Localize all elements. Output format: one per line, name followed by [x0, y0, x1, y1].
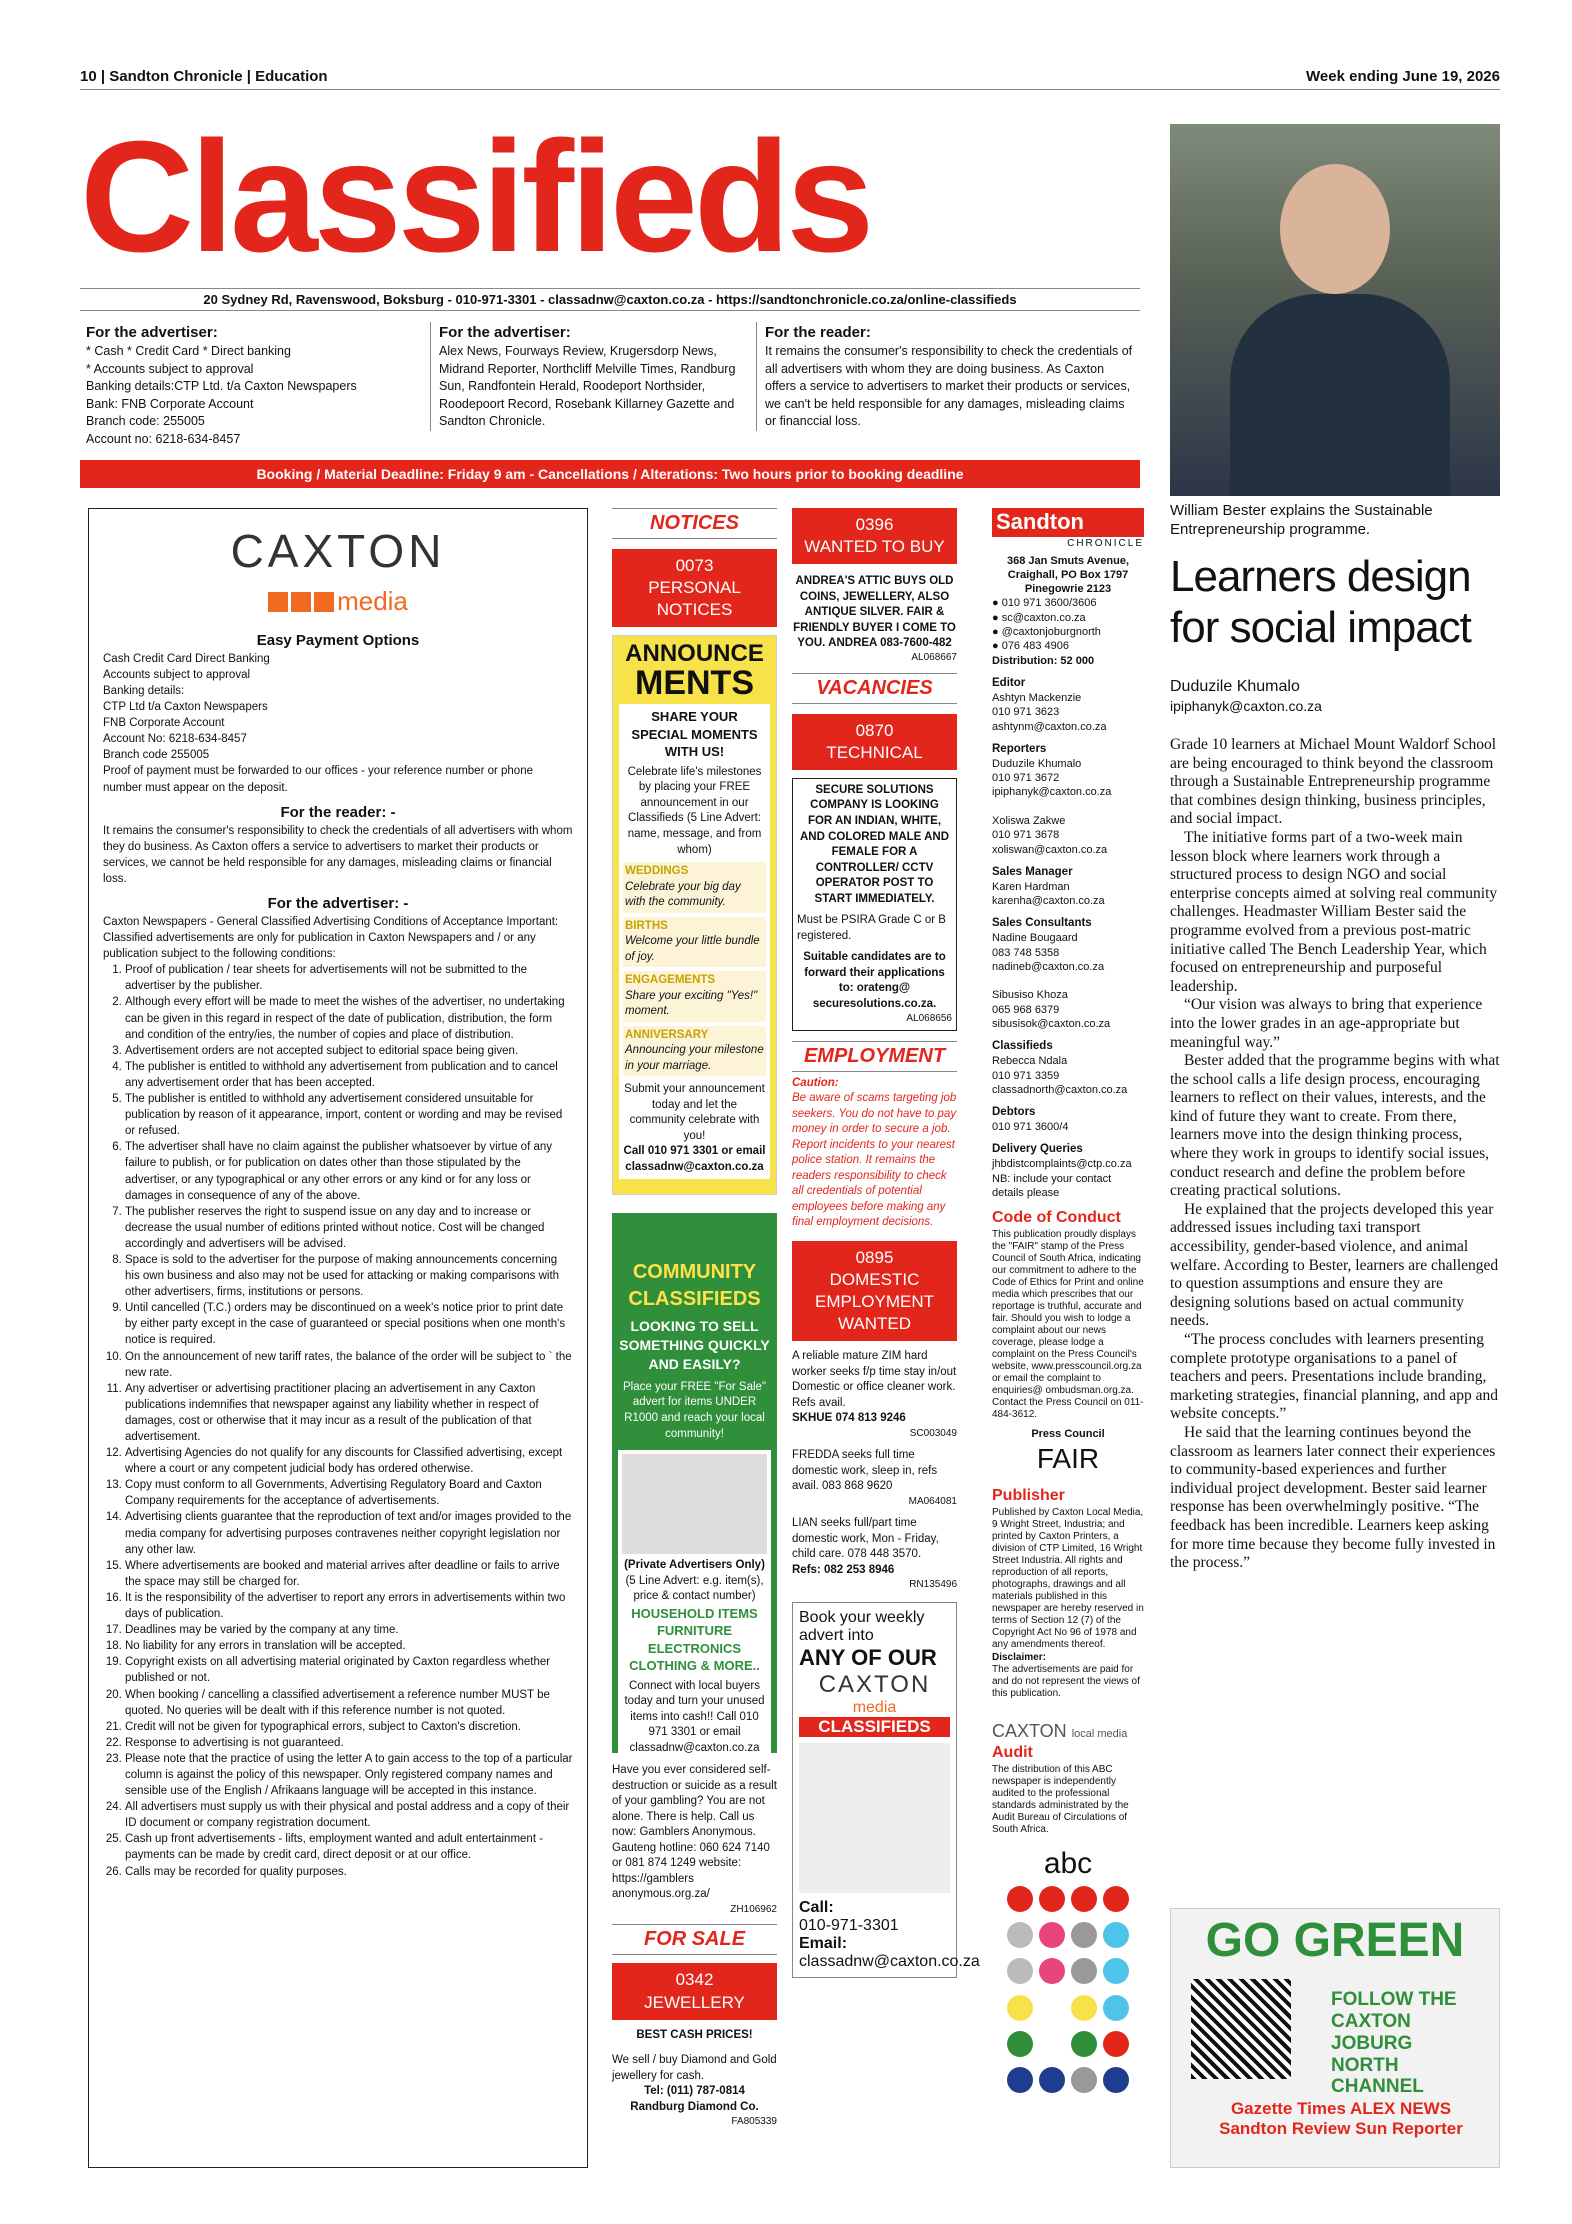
terms-rule: 7. The publisher reserves the right to suspend issue on any day and to increase or decrease the usual number of editions printed without notice. Cost will be changed accordingly and advertisers will be advised.	[125, 1204, 573, 1252]
terms-rule: 23. Please note that the practice of using the letter A to gain access to the top of a particular column is against the policy of this newspaper. Only registered company names and sensible use of the English / Afrikaans language will be accepted in this instance.	[125, 1751, 573, 1799]
staff-line: Nadine Bougaard	[992, 932, 1078, 945]
column-vacancies	[792, 508, 980, 1978]
article-paragraph: The initiative forms part of a two-week main lesson block where learners work through a structured process to design NGO and social enterprise concepts aimed at solving real community challenges. Headmaster William Bester said the programme evolved from a previous post-matric initiative called The Bench Leadership Year, which focused on entrepreneurship and purposeful leadership.	[1170, 828, 1498, 995]
caxton-logo: CAXTON	[230, 525, 446, 577]
gamblers-notice	[612, 1763, 777, 1916]
domestic-ad	[792, 1349, 957, 1440]
publisher-text: Published by Caxton Local Media, 9 Wright Street, Industria; and printed by Caxton Printers, a division of CTP Limited, 16 Wright Street Industria. All rights and reproduction of all reports, photographs, drawings and all materials published in this newspaper are hereby reserved in terms of Section 12 (7) of the Copyright Act No 96 of 1978 and any amendments thereof.	[992, 1506, 1144, 1650]
payment-line: Cash Credit Card Direct Banking	[103, 652, 270, 665]
payment-line: Branch code 255005	[103, 749, 210, 762]
terms-rule: 13. Copy must conform to all Governments, Advertising Regulatory Board and Caxton Company requirements for the acceptance of advertisements.	[125, 1477, 573, 1509]
terms-rules	[103, 962, 573, 1879]
article-author: Duduzile Khumalo	[1170, 678, 1300, 695]
staff-line: NB: include your contact details please	[992, 1172, 1112, 1199]
staff-line: xoliswan@caxton.co.za	[992, 843, 1108, 856]
staff-line: 065 968 6379	[992, 1003, 1060, 1016]
mast-distribution: Distribution: 52 000	[992, 654, 1095, 667]
article-paragraph: Bester added that the programme begins with what the school calls a life design process, encouraging learners to reflect on their values, interests, and the kind of future they want to create. From there, learners move into the design thinking process, where they work in groups to identify social issues, conduct research and define the problem before creating practical solutions.	[1170, 1052, 1500, 1200]
info-heading: For the advertiser:	[86, 324, 218, 341]
go-green-ad	[1170, 1908, 1500, 2168]
qr-code[interactable]	[1191, 1979, 1291, 2079]
paper-logo: Sun	[1355, 2119, 1392, 2138]
terms-rule: 9. Until cancelled (T.C.) orders may be discontinued on a week's notice prior to print date by either party except in the case of guaranteed or special positions when one month's notice is required.	[125, 1300, 573, 1348]
sec-ref: AL068656	[906, 1013, 952, 1025]
payment-list	[103, 651, 573, 796]
attic-ref: AL068667	[911, 651, 957, 663]
ann-item-sub: Announcing your milestone in your marriage.	[625, 1044, 764, 1072]
staff-line: Ashtyn Mackenzie	[992, 691, 1082, 704]
ann-item-heading: ANNIVERSARY	[625, 1028, 709, 1041]
terms-rule: 15. Where advertisements are booked and material arrives after deadline or fails to arrive the space may still be charged for.	[125, 1558, 573, 1590]
mast-contact: ● @caxtonjoburgnorth	[992, 626, 1101, 639]
domestic-ad-text: A reliable mature ZIM hard worker seeks f/p time stay in/out Domestic or office cleaner work. Refs avail.	[792, 1350, 957, 1409]
disclaimer-heading: Disclaimer:	[992, 1651, 1046, 1663]
mast-address: 368 Jan Smuts Avenue, Craighall, PO Box 1797 Pinegowrie 2123	[1006, 554, 1130, 596]
caxton-classifieds-promo	[792, 1602, 980, 1978]
staff-heading: Classifieds	[992, 1040, 1053, 1053]
deadline-bar: Booking / Material Deadline: Friday 9 am - Cancellations / Alterations: Two hours prior to booking deadline	[80, 460, 1140, 488]
paper-logos	[1211, 2099, 1471, 2139]
staff-line: Karen Hardman	[992, 880, 1070, 893]
ann-item	[623, 917, 766, 968]
domestic-ad-bold: SKHUE 074 813 9246	[792, 1412, 906, 1425]
domestic-ad-text: FREDDA seeks full time domestic work, sleep in, refs avail. 083 868 9620	[792, 1449, 938, 1493]
ann-item	[623, 862, 766, 913]
security-ad	[792, 778, 957, 1031]
ann-desc: Celebrate life's milestones by placing your FREE announcement in our Classifieds (5 Line Advert: name, message, and from whom)	[627, 765, 762, 856]
payment-line: Account No: 6218-634-8457	[103, 733, 247, 746]
ann-item-heading: BIRTHS	[625, 919, 668, 932]
go-green-heading: GO GREEN	[1205, 1914, 1465, 1967]
terms-rule: 6. The advertiser shall have no claim against the publisher whatsoever by virtue of any failure to publish, or for publication on dates other than those stipulated by the advertiser, or any typographical or any other errors or any kind or for any loss or damages in consequence of any of the above.	[125, 1139, 573, 1203]
info-heading: For the advertiser:	[439, 324, 571, 341]
staff-line: Sibusiso Khoza	[992, 989, 1068, 1002]
staff-line: nadineb@caxton.co.za	[992, 960, 1105, 973]
domestic-ad-ref: MA064081	[908, 1495, 957, 1507]
ann-item-heading: ENGAGEMENTS	[625, 974, 716, 987]
terms-rule: 24. All advertisers must supply us with their physical and postal address and a copy of their ID document or company registration document.	[125, 1799, 573, 1831]
go-green-follow: FOLLOW THE CAXTON JOBURG NORTH CHANNEL	[1331, 1989, 1457, 2098]
payment-line: CTP Ltd t/a Caxton Newspapers	[103, 701, 268, 714]
jewel-ref: FA805339	[731, 2116, 777, 2128]
info-text: It remains the consumer's responsibility to check the credentials of all advertisers with whom they are doing business. As Caxton offers a service to advertisers to market their products or services, we can't be held responsible for any damages, misleading claims or financcial loss.	[765, 344, 1133, 428]
promo-tel: 010-971-3301	[799, 1916, 899, 1934]
terms-rule: 25. Cash up front advertisements - lifts, employment wanted and adult entertainment - payments can be made by credit card, direct deposit or at our office.	[125, 1831, 573, 1863]
comm-private: (Private Advertisers Only)	[624, 1559, 765, 1572]
caxton-media-logo	[103, 583, 573, 619]
article-paragraph: He explained that the projects developed this year addressed issues including taxi transport accessibility, gender-based violence, and animal welfare. According to Bester, learners are challenged to question assumptions and ensure they are designing solutions based on actual community needs.	[1170, 1200, 1499, 1330]
terms-rule: 11. Any advertiser or advertising practitioner placing an advertisement in any Caxton publications indemnifies that newspaper against any liability whether in respect of damages, cost or otherwise that it may incur as a result of the publication of that advertisement.	[125, 1381, 573, 1445]
terms-rule: 17. Deadlines may be varied by the company at any time.	[125, 1622, 573, 1638]
staff-heading: Editor	[992, 676, 1026, 689]
domestic-ad-ref: SC003049	[909, 1427, 957, 1439]
domestic-ad-bold: Refs: 082 253 8946	[792, 1563, 895, 1576]
staff-line: classadnorth@caxton.co.za	[992, 1083, 1128, 1096]
caution-text: Be aware of scams targeting job seekers. You do not have to pay money in order to secure a job. Report incidents to your nearest police station. It remains the readers responsibility to check all credentials of potential employees before making any final employment decisions.	[792, 1092, 957, 1229]
employment-heading: EMPLOYMENT	[792, 1041, 957, 1072]
staff-line: Duduzile Khumalo	[992, 757, 1082, 770]
page-header-left: 10 | Sandton Chronicle | Education	[80, 68, 328, 85]
ann-item	[623, 971, 766, 1022]
domestic-ads	[792, 1349, 957, 1592]
comm-connect: Connect with local buyers today and turn your unused items into cash!! Call 010 971 3301 or email classadnw@caxton.co.za	[624, 1679, 765, 1754]
staff-line: ipiphanyk@caxton.co.za	[992, 786, 1112, 799]
info-line: Banking details:CTP Ltd. t/a Caxton Newspapers	[86, 379, 357, 393]
staff-line: 010 971 3359	[992, 1069, 1060, 1082]
info-advertiser-papers	[430, 322, 746, 431]
promo-book: Book your weekly advert into	[799, 1608, 925, 1644]
photo-caption: William Bester explains the Sustainable Entrepreneurship programme.	[1170, 502, 1433, 538]
payment-line: Proof of payment must be forwarded to our offices - your reference number or phone number must appear on the deposit.	[103, 765, 533, 794]
paper-logo: Gazette	[1230, 2099, 1298, 2118]
article-paragraph: He said that the learning continues beyond the classroom as learners later connect their experiences to community-based experiences and further individual project development. Bester said learner response has been overwhelmingly positive. “The feedback has been incredible. Learners keep asking for more time because they become fully invested in the process.”	[1170, 1423, 1496, 1572]
code-heading: Code of Conduct	[992, 1209, 1121, 1227]
pc-label: Press Council	[1031, 1428, 1105, 1441]
ann-title: ANNOUNCE	[625, 640, 764, 668]
promo-classifieds: CLASSIFIEDS	[799, 1717, 950, 1737]
staff-block	[992, 916, 1144, 1031]
terms-reader: It remains the consumer's responsibility to check the credentials of all advertisers with whom they do business. As Caxton offers a service to advertisers to market their products or services, we cannot be held responsible for any damages, misleading claims or financial loss.	[103, 824, 573, 885]
domestic-ad	[792, 1448, 957, 1508]
vacancies-heading: VACANCIES	[792, 673, 957, 704]
paper-logo: Sandton	[1219, 2119, 1292, 2138]
press-council-logo	[992, 1427, 1144, 1478]
staff-line: 010 971 3678	[992, 829, 1060, 842]
promo-caxton: CAXTON	[818, 1670, 931, 1698]
info-line: Account no: 6218-634-8457	[86, 431, 241, 446]
ann-share: SHARE YOUR SPECIAL MOMENTS WITH US!	[631, 709, 758, 760]
sandton-logo-sub: CHRONICLE	[1067, 537, 1144, 549]
terms-rule: 26. Calls may be recorded for quality purposes.	[125, 1864, 573, 1880]
staff-line: 010 971 3623	[992, 706, 1060, 719]
fair-label: FAIR	[1036, 1443, 1100, 1475]
color-swatches	[992, 1883, 1144, 2101]
comm-items: HOUSEHOLD ITEMS FURNITURE ELECTRONICS CLOTHING & MORE..	[629, 1605, 760, 1674]
column-notices	[612, 508, 777, 2129]
article-headline: Learners design for social impact	[1170, 552, 1471, 652]
promo-call: Call:	[799, 1898, 834, 1916]
disclaimer-text: The advertisements are paid for and do not represent the views of this publication.	[992, 1663, 1140, 1699]
info-line: * Accounts subject to approval	[86, 361, 254, 376]
staff-line: sibusisok@caxton.co.za	[992, 1018, 1111, 1031]
comm-promo: Place your FREE "For Sale" advert for items UNDER R1000 and reach your local community!	[622, 1380, 767, 1440]
terms-rule: 4. The publisher is entitled to withhold any advertisement from publication and to cancel any advertisement order that has been accepted.	[125, 1059, 573, 1091]
announcements-ad	[612, 635, 777, 1195]
promo-mail: classadnw@caxton.co.za	[799, 1952, 980, 1970]
jewellery-ad	[612, 2028, 777, 2129]
promo-any: ANY OF OUR	[799, 1644, 937, 1670]
mast-contact: ● sc@caxton.co.za	[992, 611, 1086, 624]
terms-rule: 2. Although every effort will be made to meet the wishes of the advertiser, no undertaking can be given in this regard in respect of the date of publication, distribution, the form and condition of the entry/ies, the number of copies and place of distribution.	[125, 994, 573, 1042]
notices-heading: NOTICES	[612, 508, 777, 539]
terms-rule: 14. Advertising clients guarantee that the reproduction of text and/or images provided to the media company for advertising purposes contravenes neither copyright legislation nor any other law.	[125, 1509, 573, 1557]
staff-heading: Reporters	[992, 742, 1047, 755]
caxton-terms-box	[88, 508, 588, 2168]
cl1: CAXTON	[992, 1720, 1067, 1741]
sandton-logo: Sandton	[992, 508, 1144, 537]
mast-staff	[992, 676, 1144, 1200]
staff-line	[992, 974, 1144, 988]
paper-logo: Times	[1297, 2099, 1350, 2118]
staff-block	[992, 1105, 1144, 1134]
comm-question: LOOKING TO SELL SOMETHING QUICKLY AND EASILY?	[619, 1318, 770, 1373]
newspaper-stack-image	[799, 1743, 950, 1893]
domestic-ad-ref: RN135496	[909, 1579, 957, 1591]
terms-rule: 3. Advertisement orders are not accepted subject to editorial space being given.	[125, 1043, 573, 1059]
caxton-local-logo	[992, 1720, 1144, 1743]
wanted-label: 0396 WANTED TO BUY	[792, 508, 957, 564]
staff-block	[992, 1039, 1144, 1097]
staff-block	[992, 676, 1144, 734]
ann-item-sub: Share your exciting "Yes!" moment.	[625, 989, 758, 1018]
abc-logo: abc	[1043, 1846, 1093, 1880]
terms-heading: For the advertiser: -	[267, 895, 409, 912]
staff-line	[992, 800, 1144, 814]
sec-apply: Suitable candidates are to forward their applications to: orateng@ securesolutions.co.za.	[803, 951, 946, 1010]
ann-title2: MENTS	[635, 664, 754, 703]
domestic-ad	[792, 1516, 957, 1592]
staff-heading: Delivery Queries	[992, 1143, 1083, 1156]
jewellery-label: 0342 JEWELLERY	[612, 1963, 777, 2019]
article-author-email: ipiphanyk@caxton.co.za	[1170, 698, 1322, 714]
sec-psira: Must be PSIRA Grade C or B registered.	[797, 914, 946, 942]
payment-line: Accounts subject to approval	[103, 668, 251, 681]
mast-contact: ● 010 971 3600/3606	[992, 597, 1097, 610]
ann-item-sub: Celebrate your big day with the community.	[625, 880, 741, 909]
promo-media: media	[852, 1698, 897, 1716]
info-text: Alex News, Fourways Review, Krugersdorp News, Midrand Reporter, Northcliff Melville Times, Randburg Sun, Randfontein Herald, Roodeport Northsider, Roodepoort Record, Rosebank Killarney Gazette and Sandton Chronicle.	[439, 344, 736, 428]
media-word: media	[337, 586, 408, 617]
staff-heading: Debtors	[992, 1106, 1036, 1119]
audit-heading: Audit	[992, 1743, 1033, 1761]
caution-notice	[792, 1076, 957, 1231]
paper-logo: Reporter	[1392, 2119, 1463, 2138]
terms-rule: 18. No liability for any errors in translation will be accepted.	[125, 1638, 573, 1654]
staff-line: jhbdistcomplaints@ctp.co.za	[992, 1158, 1132, 1171]
ann-items	[623, 862, 766, 1076]
comm-desc: (5 Line Advert: e.g. item(s), price & contact number)	[625, 1574, 764, 1603]
terms-rule: 21. Credit will not be given for typographical errors, subject to Caxton's discretion.	[125, 1719, 573, 1735]
domestic-label: 0895 DOMESTIC EMPLOYMENT WANTED	[792, 1241, 957, 1341]
classifieds-address: 20 Sydney Rd, Ravenswood, Boksburg - 010-971-3301 - classadnw@caxton.co.za - https://sandtonchronicle.co.za/online-classifieds	[80, 288, 1140, 311]
info-line: Branch code: 255005	[86, 414, 205, 428]
terms-rule: 19. Copyright exists on all advertising material originated by Caxton regardless whether published or not.	[125, 1654, 573, 1686]
article-body	[1170, 736, 1500, 1573]
gamblers-text: Have you ever considered self-destruction or suicide as a result of your gambling? You are not alone. There is help. Call us now: Gamblers Anonymous. Gauteng hotline: 060 624 7140 or 081 874 1249 website: https://gamblers anonymous.org.za/	[612, 1764, 777, 1901]
terms-intro: Caxton Newspapers - General Classified Advertising Conditions of Acceptance Important: Classified advertisements are only for publication in Caxton Newspapers and / or any publication subject to the following conditions:	[103, 916, 559, 961]
domestic-ad-text: LIAN seeks full/part time domestic work, Mon - Friday, child care. 078 448 3570.	[792, 1517, 939, 1561]
ann-submit: Submit your announcement today and let the community celebrate with you!	[624, 1083, 765, 1142]
terms-heading: For the reader: -	[280, 803, 396, 821]
info-line: * Cash * Credit Card * Direct banking	[86, 344, 291, 358]
terms-rule: 20. When booking / cancelling a classified advertisement a reference number MUST be quoted. No queries will be dealt with if this reference number is not quoted.	[125, 1687, 573, 1719]
comm-heading: COMMUNITY CLASSIFIEDS	[628, 1261, 761, 1311]
paper-logo: ALEX NEWS	[1350, 2099, 1452, 2118]
terms-rule: 1. Proof of publication / tear sheets for advertisements will not be submitted to the advertiser by the publisher.	[125, 962, 573, 994]
for-sale-heading: FOR SALE	[612, 1924, 777, 1955]
personal-notices-label: 0073 PERSONAL NOTICES	[612, 549, 777, 627]
audit-text: The distribution of this ABC newspaper is independently audited to the professional standards administrated by the Audit Bureau of Circulations of South Africa.	[992, 1763, 1129, 1835]
comm-product-image	[622, 1454, 767, 1554]
page-header-date: Week ending June 19, 2026	[1306, 68, 1500, 85]
payment-line: Banking details:	[103, 684, 185, 697]
jewel-tel: Tel: (011) 787-0814	[644, 2085, 745, 2098]
community-classifieds-ad	[612, 1213, 777, 1753]
jewel-company: Randburg Diamond Co.	[630, 2100, 759, 2113]
ann-item	[623, 1026, 766, 1077]
staff-line: Rebecca Ndala	[992, 1055, 1068, 1068]
publisher-heading: Publisher	[992, 1486, 1065, 1504]
staff-line: 010 971 3600/4	[992, 1121, 1069, 1134]
staff-line: karenha@caxton.co.za	[992, 895, 1105, 908]
jewel-text: We sell / buy Diamond and Gold jewellery for cash.	[612, 2054, 777, 2082]
article-paragraph: “The process concludes with learners presenting complete prototype organisations to a panel of teachers and peers. Presentations include branding, marketing strategies, financial planning, and app and website concepts.”	[1170, 1331, 1498, 1423]
terms-rule: 10. On the announcement of new tariff rates, the balance of the order will be subject to ` the new rate.	[125, 1349, 573, 1381]
terms-rule: 5. The publisher is entitled to withhold any advertisement considered unsuitable for publication by reason of it appearance, import, content or wording and may be revised or refused.	[125, 1091, 573, 1139]
ann-call: Call 010 971 3301 or email classadnw@caxton.co.za	[623, 1145, 766, 1173]
info-heading: For the reader:	[765, 324, 871, 341]
gamblers-ref: ZH106962	[730, 1903, 777, 1915]
staff-block	[992, 742, 1144, 857]
sec-text: SECURE SOLUTIONS COMPANY IS LOOKING FOR AN INDIAN, WHITE, AND COLORED MALE AND FEMALE FOR A CONTROLLER/ CCTV OPERATOR POST TO START IMMEDIATELY.	[799, 783, 950, 905]
info-reader	[756, 322, 1136, 431]
staff-line: 083 748 5358	[992, 946, 1060, 959]
caution-label: Caution:	[792, 1076, 839, 1089]
staff-heading: Sales Manager	[992, 865, 1073, 878]
section-title: Classifieds	[80, 109, 871, 285]
terms-rule: 22. Response to advertising is not guaranteed.	[125, 1735, 573, 1751]
promo-email: Email:	[799, 1934, 848, 1952]
staff-block	[992, 1142, 1144, 1200]
ann-item-heading: WEDDINGS	[625, 865, 689, 878]
code-text: This publication proudly displays the "FAIR" stamp of the Press Council of South Africa, indicating our commitment to adhere to the Code of Ethics for Print and online media which prescribes that our reportage is truthful, accurate and fair. Should you wish to lodge a complaint about our news coverage, please lodge a complaint on the Press Council's website, www.presscouncil.org.za or email the complaint to enquiries@ ombudsman.org.za. Contact the Press Council on 011-484-3612.	[992, 1229, 1144, 1421]
info-line: Bank: FNB Corporate Account	[86, 396, 254, 411]
technical-label: 0870 TECHNICAL	[792, 714, 957, 770]
staff-line: ashtynm@caxton.co.za	[992, 720, 1107, 733]
article-paragraph: “Our vision was always to bring that experience into the lower grades in an age-appropriate but meaningful way.”	[1170, 996, 1483, 1051]
terms-heading: Easy Payment Options	[256, 631, 420, 649]
staff-line: 010 971 3672	[992, 772, 1060, 785]
page-header	[80, 68, 1500, 90]
terms-rule: 8. Space is sold to the advertiser for the purpose of making announcements concerning his own business and also may not be used for attacking or making comparisons with other advertisers, firms, institutions or persons.	[125, 1252, 573, 1300]
terms-rule: 12. Advertising Agencies do not qualify for any discounts for Classified advertising, except where a court or any competent judicial body has ordered otherwise.	[125, 1445, 573, 1477]
jewel-best: BEST CASH PRICES!	[636, 2028, 753, 2041]
payment-line: FNB Corporate Account	[103, 717, 225, 730]
paper-logo: Review	[1291, 2119, 1356, 2138]
terms-rule: 16. It is the responsibility of the advertiser to report any errors in advertisements within two days of publication.	[125, 1590, 573, 1622]
mast-contact: ● 076 483 4906	[992, 640, 1069, 653]
staff-line: Xoliswa Zakwe	[992, 814, 1066, 827]
staff-heading: Sales Consultants	[992, 917, 1092, 930]
staff-block	[992, 865, 1144, 909]
article-paragraph: Grade 10 learners at Michael Mount Waldorf School are being encouraged to think beyond the classroom through a Sustainable Entrepreneurship programme that combines design thinking, business principles, and social impact.	[1170, 736, 1497, 828]
mast-contacts	[992, 596, 1144, 653]
ann-item-sub: Welcome your little bundle of joy.	[625, 935, 760, 963]
article-photo	[1170, 124, 1500, 496]
masthead-column	[992, 508, 1144, 2101]
info-advertiser-payment	[86, 322, 416, 448]
cl2: local media	[1071, 1727, 1128, 1740]
attic-ad: ANDREA'S ATTIC BUYS OLD COINS, JEWELLERY, ALSO ANTIQUE SILVER. FAIR & FRIENDLY BUYER I COME TO YOU. ANDREA 083-7600-482	[793, 575, 956, 650]
